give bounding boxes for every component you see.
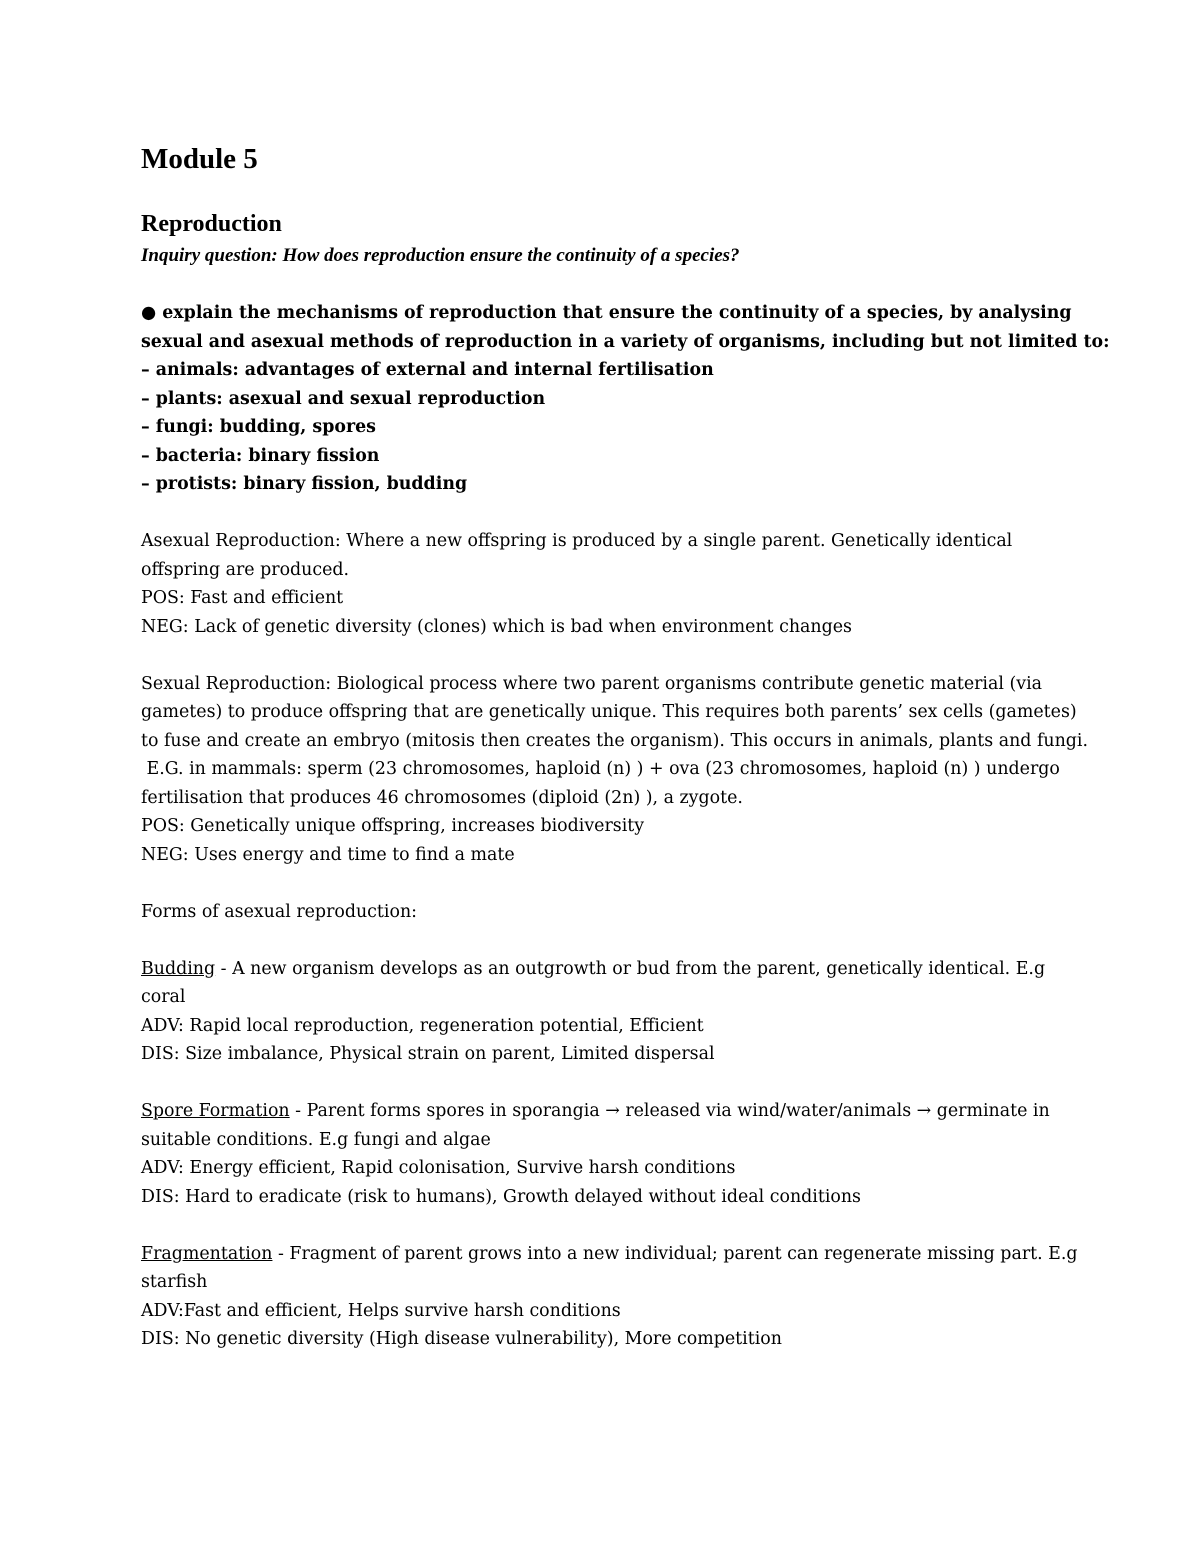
- paragraph-line: Sexual Reproduction: Biological process where two parent organisms contribute genetic material (via: [141, 673, 1042, 694]
- budding-term: Budding: [141, 958, 216, 979]
- syllabus-line: – fungi: budding, spores: [141, 417, 376, 437]
- paragraph-line: starfish: [141, 1272, 208, 1292]
- paragraph-line: POS: Genetically unique offspring, increases biodiversity: [141, 816, 645, 836]
- spore-formation-first-line: [141, 1097, 1061, 1126]
- budding-first-line: [141, 955, 1061, 984]
- paragraph-line: ADV:Fast and efficient, Helps survive harsh conditions: [141, 1300, 621, 1321]
- paragraph-line: E.G. in mammals: sperm (23 chromosomes, haploid (n) ) + ova (23 chromosomes, haploid (n) ) undergo: [141, 759, 1060, 779]
- paragraph-line: gametes) to produce offspring that are genetically unique. This requires both parents’ sex cells (gametes): [141, 702, 1077, 722]
- paragraph-line: POS: Fast and efficient: [141, 588, 344, 608]
- module-title: Module 5: [141, 143, 258, 175]
- spacer: [141, 926, 1061, 955]
- spacer: [141, 1211, 1061, 1240]
- spacer: [141, 1069, 1061, 1098]
- paragraph-line: offspring are produced.: [141, 559, 350, 580]
- paragraph-line: fertilisation that produces 46 chromosomes (diploid (2n) ), a zygote.: [141, 787, 743, 808]
- syllabus-line: – protists: binary fission, budding: [141, 474, 468, 494]
- paragraph-line: DIS: Hard to eradicate (risk to humans), Growth delayed without ideal conditions: [141, 1186, 861, 1207]
- paragraph-line: ADV: Rapid local reproduction, regeneration potential, Efficient: [141, 1015, 704, 1036]
- paragraph-line: ADV: Energy efficient, Rapid colonisation, Survive harsh conditions: [141, 1158, 736, 1178]
- budding-section: [141, 955, 1061, 1069]
- forms-heading: Forms of asexual reproduction:: [141, 901, 417, 922]
- section-title: Reproduction: [141, 211, 282, 237]
- syllabus-line: – bacteria: binary fission: [141, 445, 380, 466]
- asexual-reproduction-paragraph: [141, 527, 1061, 641]
- paragraph-line: to fuse and create an embryo (mitosis then creates the organism). This occurs in animals, plants and fungi.: [141, 730, 1089, 751]
- inquiry-question: Inquiry question: How does reproduction ensure the continuity of a species?: [141, 245, 740, 266]
- paragraph-line: DIS: Size imbalance, Physical strain on parent, Limited dispersal: [141, 1044, 715, 1064]
- sexual-reproduction-paragraph: [141, 670, 1089, 870]
- budding-definition: - A new organism develops as an outgrowth or bud from the parent, genetically identical. E.g: [215, 958, 1046, 979]
- spore-formation-definition: - Parent forms spores in sporangia → released via wind/water/animals → germinate in: [289, 1101, 1050, 1121]
- paragraph-line: suitable conditions. E.g fungi and algae: [141, 1129, 491, 1150]
- spore-formation-section: [141, 1097, 1061, 1211]
- paragraph-line: coral: [141, 987, 186, 1007]
- paragraph-line: Asexual Reproduction: Where a new offspring is produced by a single parent. Genetically identical: [141, 531, 1013, 551]
- syllabus-line: – animals: advantages of external and internal fertilisation: [141, 360, 714, 380]
- spacer: [141, 499, 1061, 528]
- paragraph-line: NEG: Lack of genetic diversity (clones) which is bad when environment changes: [141, 616, 852, 637]
- syllabus-line: sexual and asexual methods of reproduction in a variety of organisms, including but not limited to:: [141, 331, 1110, 352]
- spacer: [141, 641, 1061, 670]
- syllabus-line: – plants: asexual and sexual reproduction: [141, 388, 546, 409]
- spacer: [141, 869, 1061, 898]
- fragmentation-definition: - Fragment of parent grows into a new individual; parent can regenerate missing part. E.g: [272, 1243, 1078, 1264]
- syllabus-line: ● explain the mechanisms of reproduction that ensure the continuity of a species, by analysing: [141, 303, 1072, 323]
- fragmentation-section: [141, 1240, 1078, 1354]
- spore-formation-term: Spore Formation: [141, 1101, 290, 1121]
- fragmentation-first-line: [141, 1240, 1078, 1269]
- syllabus-outcome: [141, 299, 1110, 499]
- paragraph-line: NEG: Uses energy and time to find a mate: [141, 844, 515, 865]
- paragraph-line: DIS: No genetic diversity (High disease vulnerability), More competition: [141, 1329, 782, 1349]
- document-body: [141, 242, 1110, 1354]
- spacer: [141, 271, 1061, 300]
- fragmentation-term: Fragmentation: [141, 1243, 273, 1264]
